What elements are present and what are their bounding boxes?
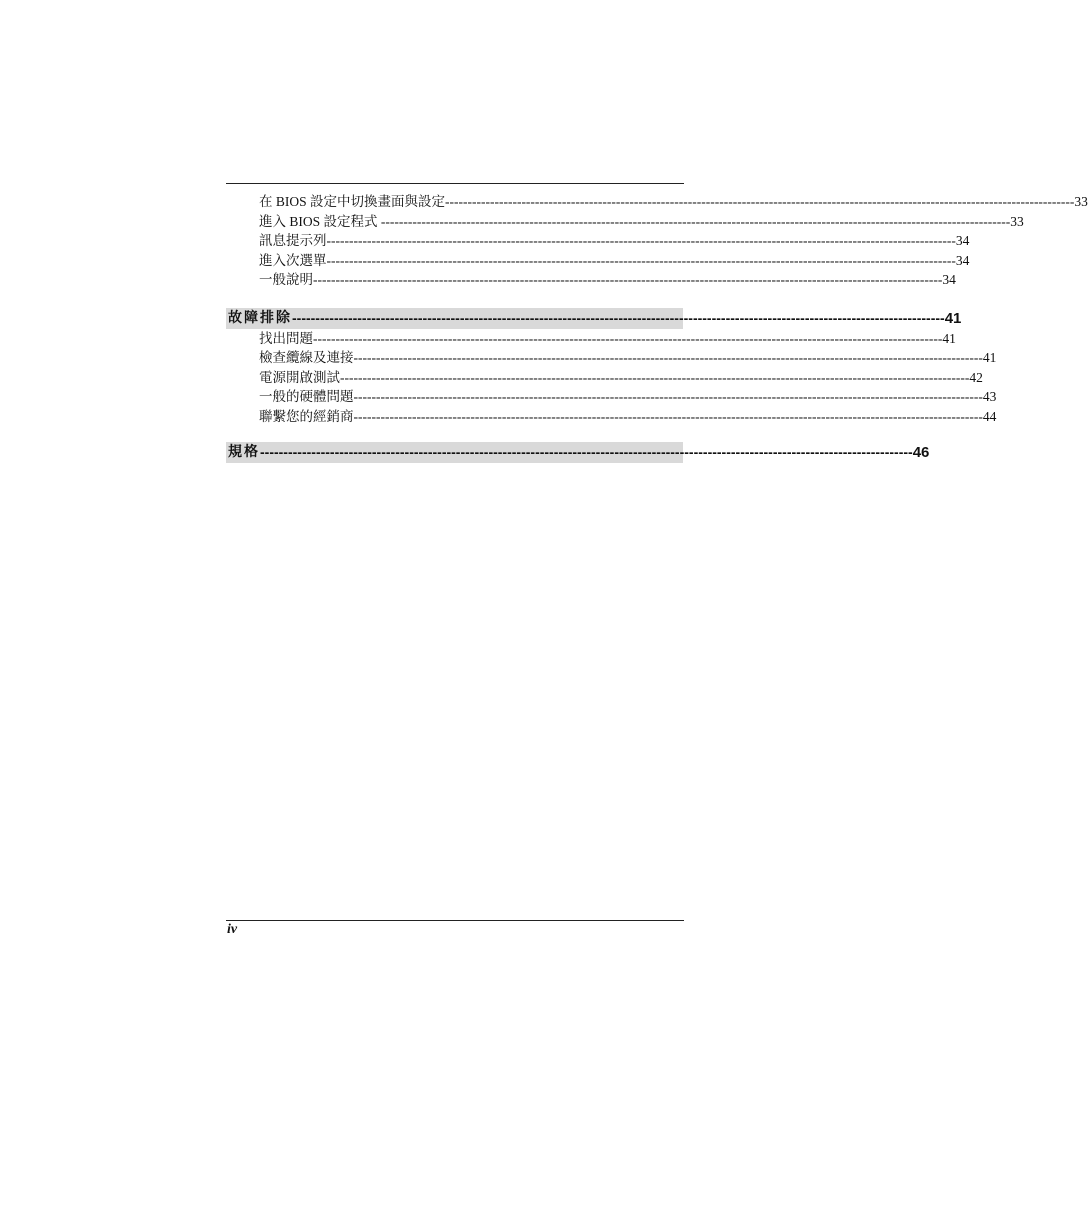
footer-rule bbox=[226, 920, 684, 921]
toc-section-specifications[interactable] bbox=[226, 442, 930, 463]
dot-leader: -------------------------------------------------------------------------------------------------------------------------------------------- bbox=[445, 194, 1075, 209]
toc-entry[interactable] bbox=[226, 387, 997, 407]
toc-entry-label: 進入次選單 bbox=[259, 252, 327, 268]
toc-section-page: 46 bbox=[912, 444, 930, 461]
toc-entry[interactable] bbox=[226, 348, 997, 368]
toc-entry-page: 42 bbox=[969, 369, 983, 385]
toc-section-label: 規格 bbox=[228, 444, 260, 460]
toc-entry-label: 聯繫您的經銷商 bbox=[259, 408, 354, 424]
toc-entry-label: 檢查纜線及連接 bbox=[259, 350, 354, 365]
dot-leader: -------------------------------------------------------------------------------------------------------------------------------------------- bbox=[380, 213, 1011, 229]
toc-entry-page: 34 bbox=[955, 252, 970, 268]
toc-entry-label: 一般說明 bbox=[259, 272, 313, 287]
toc-entry-page: 34 bbox=[955, 233, 970, 248]
toc-entry[interactable] bbox=[226, 192, 1088, 212]
dot-leader: -------------------------------------------------------------------------------------------------------------------------------------------- bbox=[260, 444, 913, 460]
toc-entry-page: 43 bbox=[982, 389, 997, 404]
table-of-contents bbox=[226, 192, 1088, 463]
dot-leader: -------------------------------------------------------------------------------------------------------------------------------------------- bbox=[353, 350, 983, 365]
toc-entry-label: 訊息提示列 bbox=[259, 233, 327, 248]
dot-leader: -------------------------------------------------------------------------------------------------------------------------------------------- bbox=[340, 369, 970, 385]
toc-entry-label: 電源開啟測試 bbox=[259, 369, 340, 385]
toc-entry[interactable] bbox=[226, 407, 997, 427]
toc-entry-label: 找出問題 bbox=[259, 330, 313, 346]
page-number: iv bbox=[227, 922, 238, 937]
toc-section-troubleshooting[interactable] bbox=[226, 308, 962, 329]
toc-section-page: 41 bbox=[944, 309, 962, 327]
toc-entry-label: 在 BIOS 設定中切換畫面與設定 bbox=[259, 194, 446, 209]
dot-leader: -------------------------------------------------------------------------------------------------------------------------------------------- bbox=[292, 309, 945, 326]
dot-leader: -------------------------------------------------------------------------------------------------------------------------------------------- bbox=[313, 272, 943, 287]
toc-entry-page: 33 bbox=[1074, 194, 1088, 209]
dot-leader: -------------------------------------------------------------------------------------------------------------------------------------------- bbox=[313, 330, 943, 346]
toc-entry[interactable] bbox=[226, 251, 970, 271]
toc-entry[interactable] bbox=[226, 368, 983, 388]
toc-entry[interactable] bbox=[226, 270, 956, 290]
toc-entry-label: 進入 BIOS 設定程式 bbox=[259, 213, 381, 229]
toc-entry-label: 一般的硬體問題 bbox=[259, 389, 354, 404]
toc-section-label: 故障排除 bbox=[228, 309, 292, 326]
toc-entry-page: 41 bbox=[942, 330, 956, 346]
dot-leader: -------------------------------------------------------------------------------------------------------------------------------------------- bbox=[326, 233, 956, 248]
toc-entry[interactable] bbox=[226, 212, 1024, 232]
header-rule bbox=[226, 183, 684, 184]
toc-entry-page: 34 bbox=[942, 272, 956, 287]
toc-entry-page: 33 bbox=[1010, 213, 1024, 229]
toc-entry[interactable] bbox=[226, 231, 970, 251]
dot-leader: -------------------------------------------------------------------------------------------------------------------------------------------- bbox=[326, 252, 956, 268]
dot-leader: -------------------------------------------------------------------------------------------------------------------------------------------- bbox=[353, 389, 983, 404]
toc-entry-page: 44 bbox=[982, 408, 997, 424]
toc-entry[interactable] bbox=[226, 329, 956, 349]
dot-leader: -------------------------------------------------------------------------------------------------------------------------------------------- bbox=[353, 408, 983, 424]
toc-entry-page: 41 bbox=[982, 350, 997, 365]
